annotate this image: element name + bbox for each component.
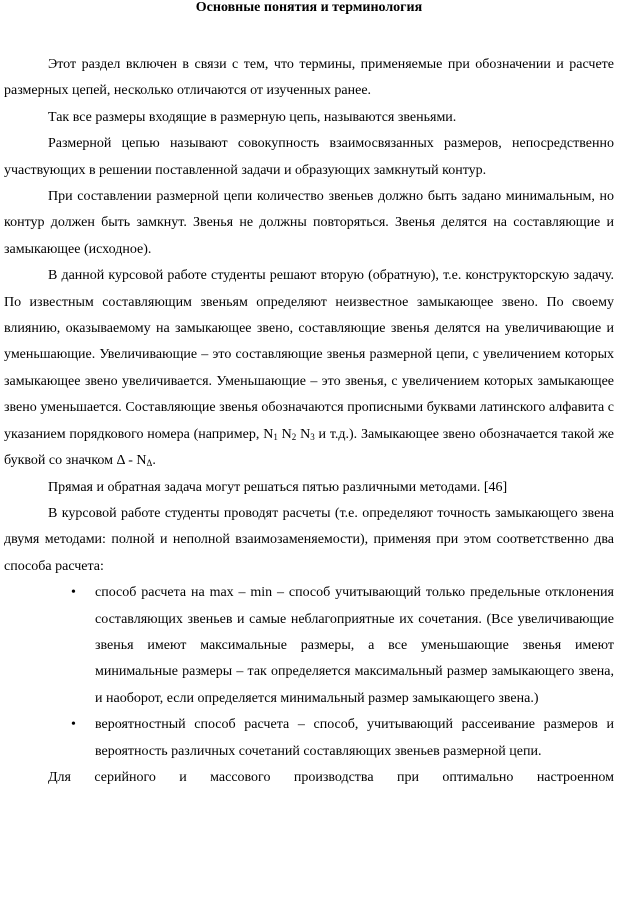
n2-symbol: N (277, 426, 292, 442)
bullet-icon: • (71, 585, 76, 601)
n3-index: 3 (310, 431, 315, 442)
paragraph-course-task (4, 263, 614, 474)
closing-link-text: и т.д.). Замыкающее звено обозначается такой же буквой со значком Δ - N (4, 426, 614, 469)
n1-index: 1 (273, 431, 278, 442)
list-item-text: способ расчета на max – min – способ учитывающий только предельные отклонения составляющих звеньев и самые неблагоприятные их сочетания. (Все увеличивающие звенья имеют максимальные размеры, а все уменьшающие звенья имеют минимальные размеры – так определяется максимальный размер замыкающего звена, и наоборот, если определяется минимальный размер замыкающего звена.) (95, 585, 614, 706)
n1-symbol: N (263, 426, 274, 442)
paragraph-end-mark: . (152, 453, 156, 469)
list-item (4, 580, 614, 712)
page-title: Основные понятия и терминология (195, 0, 423, 15)
delta-index: Δ (146, 458, 153, 469)
paragraph-intro: Этот раздел включен в связи с тем, что термины, применяемые при обозначении и расчете размерных цепей, несколько отличаются от изученных ранее. (4, 57, 614, 99)
bullet-icon: • (71, 717, 76, 733)
n3-symbol: N (296, 426, 311, 442)
list-item-text: вероятностный способ расчета – способ, учитывающий рассеивание размеров и вероятность различных сочетаний составляющих звеньев размерной цепи. (95, 717, 614, 759)
calculation-methods-list (4, 580, 614, 765)
n2-index: 2 (291, 431, 297, 442)
paragraph-chain-definition: Размерной цепью называют совокупность взаимосвязанных размеров, непосредственно участвующих в решении поставленной задачи и образующих замкнутый контур. (4, 136, 614, 178)
course-task-text: В данной курсовой работе студенты решают вторую (обратную), т.е. конструкторскую задачу. По известным составляющим звеньям определяют неизвестное замыкающее звено. По своему влиянию, оказываемому на замыкающее звено, составляющие звенья делятся на увеличивающие и уменьшающие. Увеличивающие – это составляющие звенья размерной цепи, с увеличением которых замыкающее звено увеличивается. Уменьшающие – это звенья, с увеличением которых замыкающее звено уменьшается. Составляющие звенья обозначаются прописными буквами латинского алфавита с указанием порядкового номера (например, (4, 268, 614, 442)
paragraph-serial-production: Для серийного и массового производства при оптимально настроенном (48, 769, 614, 785)
list-item (4, 712, 614, 765)
paragraph-chain-composition: При составлении размерной цепи количество звеньев должно быть задано минимальным, но контур должен быть замкнут. Звенья не должны повторяться. Звенья делятся на составляющие и замыкающее (исходное). (4, 189, 614, 257)
paragraph-calculation-methods: В курсовой работе студенты проводят расчеты (т.е. определяют точность замыкающего звена двумя методами: полной и неполной взаимозаменяемости), применяя при этом соответственно два способа расчета: (4, 505, 614, 574)
paragraph-links: Так все размеры входящие в размерную цепь, называются звеньями. (48, 109, 457, 125)
paragraph-methods: Прямая и обратная задача могут решаться пятью различными методами. [46] (48, 479, 508, 495)
